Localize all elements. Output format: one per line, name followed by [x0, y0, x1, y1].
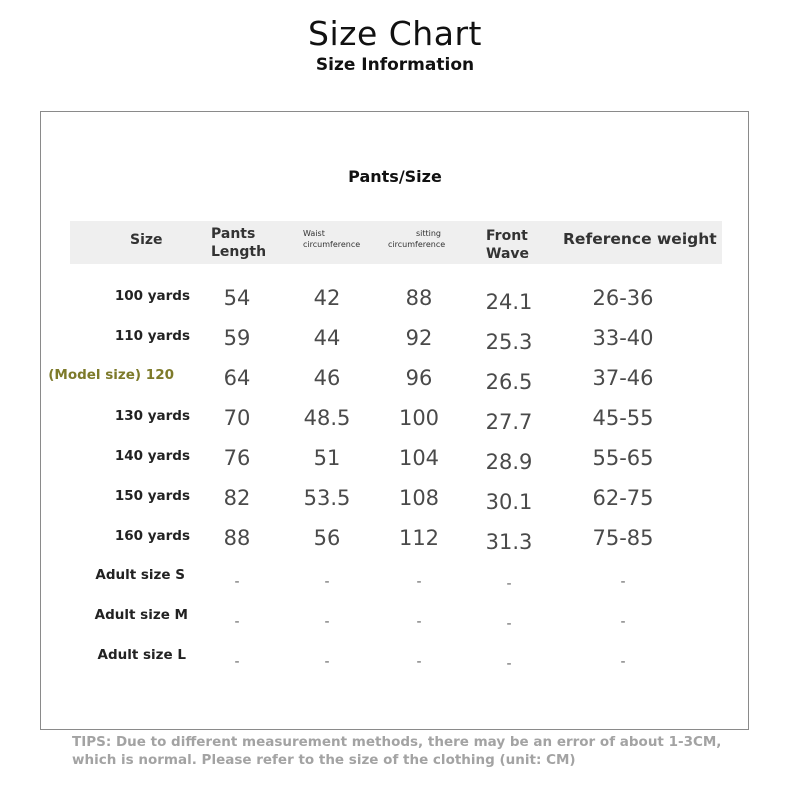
row-size-label: Adult size M: [94, 607, 188, 623]
table-row: [0, 606, 790, 646]
cell-reference-weight: -: [620, 614, 626, 630]
cell-waist: -: [324, 654, 330, 670]
cell-sitting: 108: [398, 486, 440, 510]
cell-waist: 51: [313, 446, 341, 470]
cell-sitting: 112: [398, 526, 440, 550]
cell-pants-length: 59: [223, 326, 251, 350]
cell-reference-weight: -: [620, 574, 626, 590]
row-size-label: 110 yards: [114, 328, 190, 344]
cell-front-wave: 28.9: [485, 450, 533, 474]
cell-front-wave: -: [506, 616, 512, 632]
page-title: Size Chart: [308, 14, 482, 53]
row-size-label: 130 yards: [114, 408, 190, 424]
row-size-label-model: (Model size) 120: [48, 367, 174, 383]
cell-waist: 48.5: [303, 406, 351, 430]
cell-pants-length: 76: [223, 446, 251, 470]
cell-reference-weight: 62-75: [592, 486, 654, 510]
cell-reference-weight: 37-46: [592, 366, 654, 390]
cell-reference-weight: 75-85: [592, 526, 654, 550]
cell-sitting: 100: [398, 406, 440, 430]
cell-front-wave: 31.3: [485, 530, 533, 554]
header-waist-line2: circumference: [303, 240, 361, 249]
cell-waist: 44: [313, 326, 341, 350]
cell-waist: 42: [313, 286, 341, 310]
header-pants-length-line1: Pants: [211, 226, 256, 242]
header-front-wave-line1: Front: [486, 228, 528, 244]
cell-sitting: 92: [405, 326, 433, 350]
cell-front-wave: 26.5: [485, 370, 533, 394]
cell-reference-weight: 33-40: [592, 326, 654, 350]
table-row: [0, 566, 790, 606]
row-size-label: 140 yards: [114, 448, 190, 464]
cell-pants-length: 82: [223, 486, 251, 510]
header-front-wave-line2: Wave: [486, 246, 530, 262]
header-sitting-line1: sitting: [415, 229, 441, 238]
cell-waist: 53.5: [303, 486, 351, 510]
row-size-label: 100 yards: [114, 288, 190, 304]
cell-waist: -: [324, 574, 330, 590]
table-row: [0, 446, 790, 486]
cell-pants-length: 64: [223, 366, 251, 390]
cell-sitting: 104: [398, 446, 440, 470]
measurement-tips: TIPS: Due to different measurement methods, there may be an error of about 1-3CM, which is normal. Please refer to the size of the clothing (unit: CM): [72, 734, 722, 768]
cell-reference-weight: 26-36: [592, 286, 654, 310]
cell-pants-length: 70: [223, 406, 251, 430]
table-row: [0, 286, 790, 326]
table-row: [0, 406, 790, 446]
table-row: [0, 486, 790, 526]
table-row: [0, 646, 790, 686]
header-sitting-line2: circumference: [388, 240, 446, 249]
cell-front-wave: -: [506, 576, 512, 592]
cell-sitting: -: [416, 654, 422, 670]
cell-waist: -: [324, 614, 330, 630]
cell-waist: 56: [313, 526, 341, 550]
header-reference-weight: Reference weight: [563, 230, 717, 248]
table-row-model-size: [0, 366, 790, 406]
row-size-label: 160 yards: [114, 528, 190, 544]
cell-sitting: -: [416, 574, 422, 590]
header-waist: [303, 228, 360, 250]
cell-pants-length: -: [234, 574, 240, 590]
header-sitting: [388, 228, 446, 250]
table-row: [0, 526, 790, 566]
cell-front-wave: -: [506, 656, 512, 672]
cell-pants-length: -: [234, 654, 240, 670]
row-size-label: Adult size S: [95, 567, 185, 583]
header-pants-length-line2: Length: [211, 244, 267, 260]
row-size-label: 150 yards: [114, 488, 190, 504]
cell-front-wave: 30.1: [485, 490, 533, 514]
cell-front-wave: 24.1: [485, 290, 533, 314]
cell-front-wave: 25.3: [485, 330, 533, 354]
cell-reference-weight: -: [620, 654, 626, 670]
cell-sitting: 88: [405, 286, 433, 310]
cell-waist: 46: [313, 366, 341, 390]
row-size-label: Adult size L: [97, 647, 186, 663]
cell-front-wave: 27.7: [485, 410, 533, 434]
cell-sitting: -: [416, 614, 422, 630]
header-waist-line1: Waist: [303, 229, 325, 238]
cell-pants-length: 88: [223, 526, 251, 550]
header-pants-length: [211, 225, 266, 261]
cell-reference-weight: 45-55: [592, 406, 654, 430]
cell-sitting: 96: [405, 366, 433, 390]
header-front-wave: [486, 227, 529, 263]
cell-pants-length: -: [234, 614, 240, 630]
cell-pants-length: 54: [223, 286, 251, 310]
table-row: [0, 326, 790, 366]
cell-reference-weight: 55-65: [592, 446, 654, 470]
header-size: Size: [130, 232, 163, 248]
page-subtitle: Size Information: [315, 55, 475, 75]
table-caption: Pants/Size: [348, 167, 442, 186]
